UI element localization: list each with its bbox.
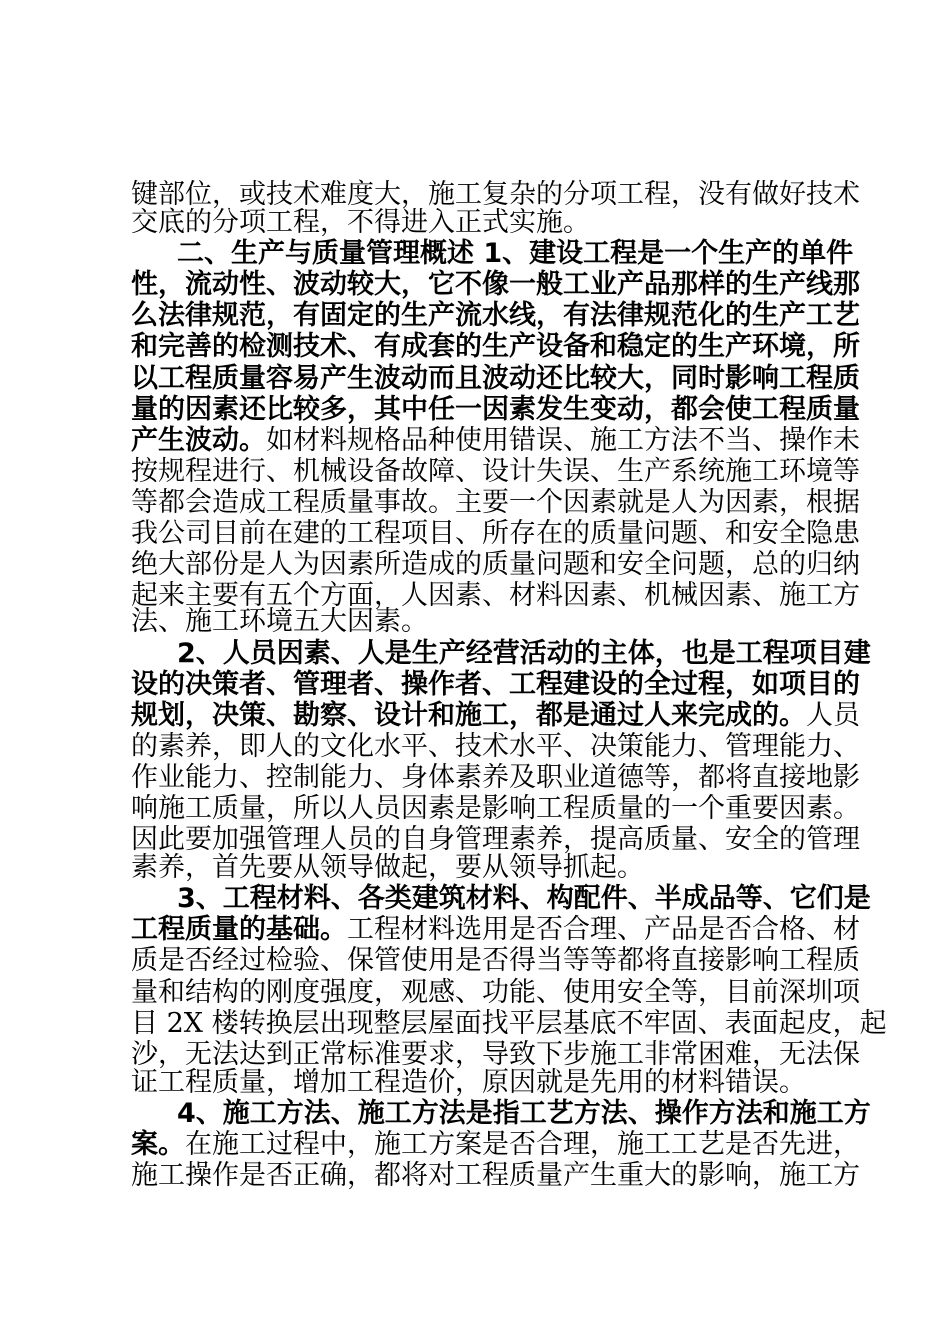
text-line-7: 以工程质量容易产生波动而且波动还比较大，同时影响工程质: [131, 363, 860, 394]
text-line-14: 起来主要有五个方面，人因素、材料因素、机械因素、施工方: [131, 580, 860, 611]
text-line-2: 交底的分项工程，不得进入正式实施。: [131, 207, 590, 238]
text-line-12: 我公司目前在建的工程项目、所存在的质量问题、和安全隐患: [131, 518, 860, 549]
text-line-10: 按规程进行、机械设备故障、设计失误、生产系统施工环境等: [131, 456, 860, 487]
text-line-4: 性，流动性、波动较大，它不像一般工业产品那样的生产线那: [131, 269, 860, 300]
text-line-23: 素养，首先要从领导做起，要从领导抓起。: [131, 852, 644, 883]
text-line-20: 作业能力、控制能力、身体素养及职业道德等，都将直接地影: [131, 762, 860, 793]
text-line-21: 响施工质量，所以人员因素是影响工程质量的一个重要因素。: [131, 793, 860, 824]
text-line-6: 和完善的检测技术、有成套的生产设备和稳定的生产环境，所: [131, 331, 860, 362]
text-line-16: 2、人员因素、人是生产经营活动的主体，也是工程项目建: [177, 638, 871, 669]
text-line-27: 量和结构的刚度强度，观感、功能、使用安全等，目前深圳项: [131, 977, 860, 1008]
text-line-5: 么法律规范，有固定的生产流水线，有法律规范化的生产工艺: [131, 300, 860, 331]
text-line-9: 产生波动。如材料规格品种使用错误、施工方法不当、操作未: [131, 425, 860, 456]
text-line-32: 案。在施工过程中，施工方案是否合理，施工工艺是否先进，: [131, 1129, 860, 1160]
text-line-17: 设的决策者、管理者、操作者、工程建设的全过程，如项目的: [131, 669, 860, 700]
text-line-28: 目 2X 楼转换层出现整层屋面找平层基底不牢固、表面起皮，起: [131, 1008, 887, 1039]
text-line-1: 键部位，或技术难度大，施工复杂的分项工程，没有做好技术: [131, 179, 860, 210]
text-line-24: 3、工程材料、各类建筑材料、构配件、半成品等、它们是: [177, 883, 871, 914]
text-line-30: 证工程质量，增加工程造价，原因就是先用的材料错误。: [131, 1067, 806, 1098]
text-line-18: 规划，决策、勘察、设计和施工，都是通过人来完成的。人员: [131, 700, 860, 731]
text-line-15: 法、施工环境五大因素。: [131, 606, 428, 637]
text-line-19: 的素养，即人的文化水平、技术水平、决策能力、管理能力、: [131, 731, 860, 762]
text-line-31: 4、施工方法、施工方法是指工艺方法、操作方法和施工方: [177, 1098, 871, 1129]
text-line-11: 等都会造成工程质量事故。主要一个因素就是人为因素，根据: [131, 487, 860, 518]
text-line-3: 二、生产与质量管理概述 1、建设工程是一个生产的单件: [177, 238, 854, 269]
text-line-33: 施工操作是否正确，都将对工程质量产生重大的影响，施工方: [131, 1160, 860, 1191]
text-line-25: 工程质量的基础。工程材料选用是否合理、产品是否合格、材: [131, 914, 860, 945]
text-line-13: 绝大部份是人为因素所造成的质量问题和安全问题，总的归纳: [131, 549, 860, 580]
text-line-22: 因此要加强管理人员的自身管理素养，提高质量、安全的管理: [131, 824, 860, 855]
text-line-8: 量的因素还比较多，其中任一因素发生变动，都会使工程质量: [131, 394, 860, 425]
text-line-29: 沙，无法达到正常标准要求，导致下步施工非常困难，无法保: [131, 1039, 860, 1070]
text-line-26: 质是否经过检验、保管使用是否得当等等都将直接影响工程质: [131, 945, 860, 976]
